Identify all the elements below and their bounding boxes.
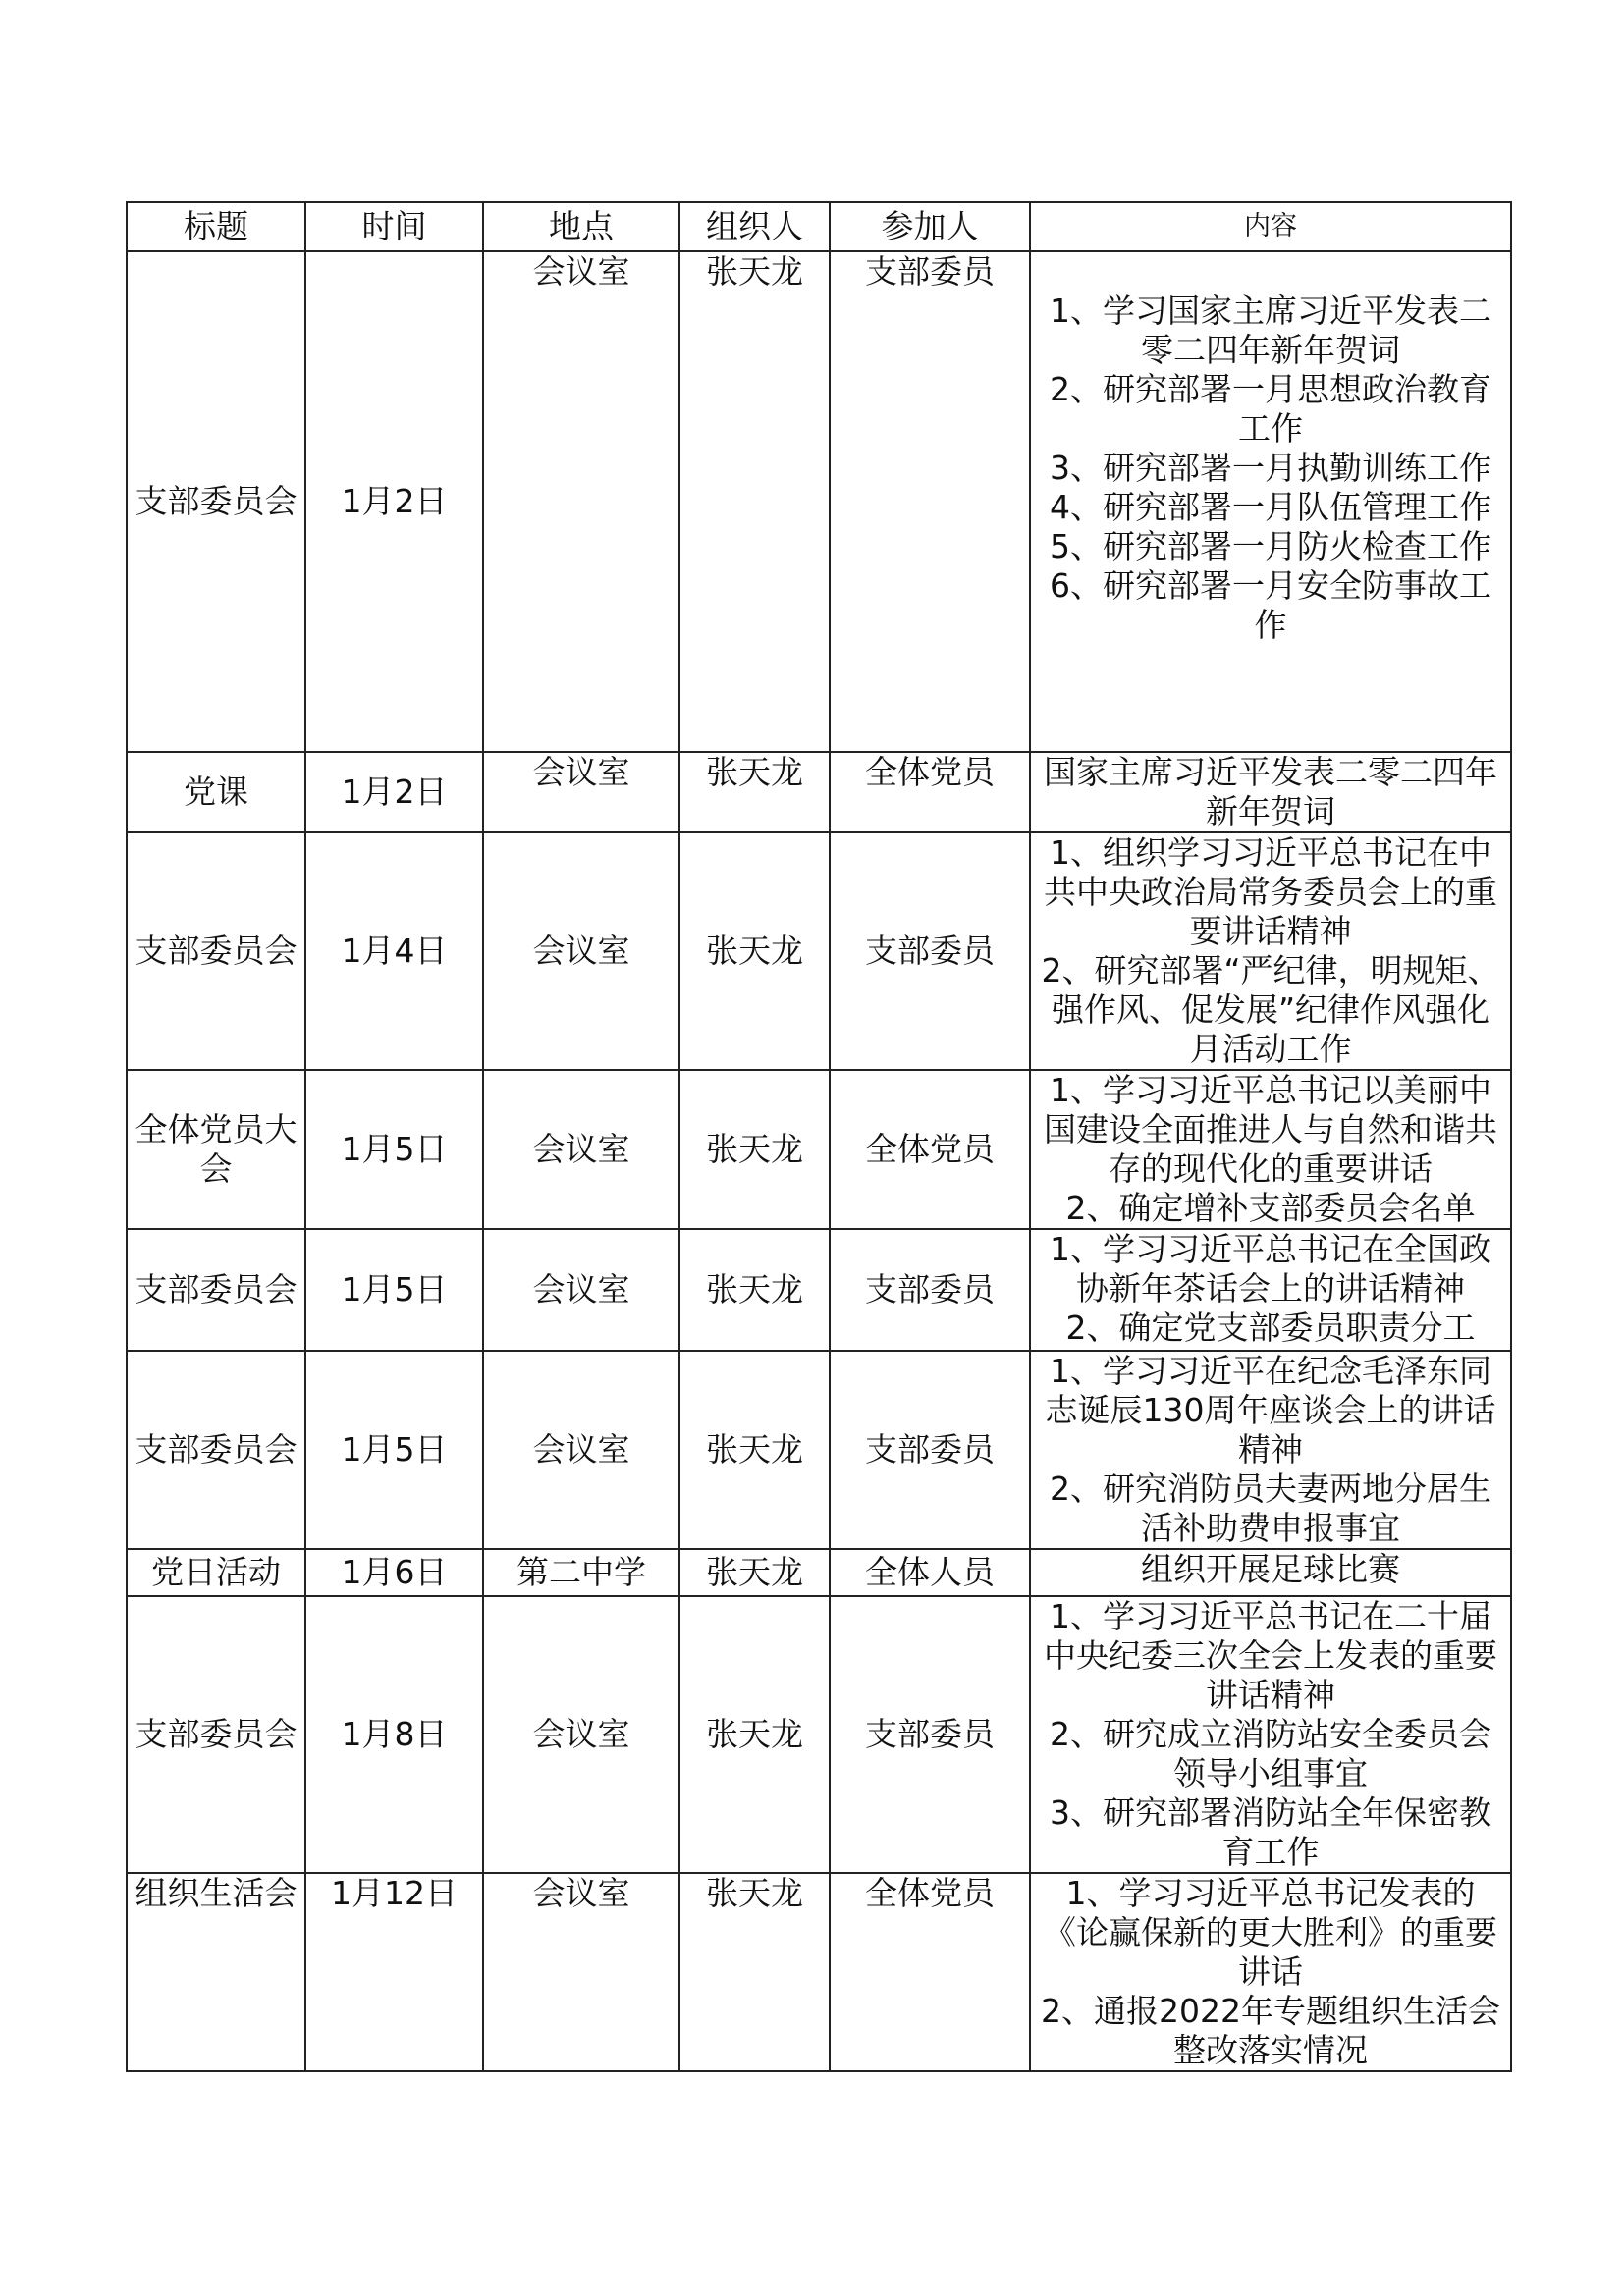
content-item: 3、研究部署一月执勤训练工作 <box>1050 449 1491 487</box>
cell-organizer: 张天龙 <box>679 1229 830 1351</box>
cell-organizer: 张天龙 <box>679 251 830 752</box>
cell-time: 1月8日 <box>305 1596 483 1873</box>
cell-participants: 全体党员 <box>830 752 1030 832</box>
content-item: 3、研究部署消防站全年保密教育工作 <box>1050 1793 1491 1871</box>
cell-organizer: 张天龙 <box>679 1351 830 1549</box>
content-item: 6、研究部署一月安全防事故工作 <box>1050 566 1491 644</box>
cell-place: 会议室 <box>483 1229 679 1351</box>
cell-title: 全体党员大会 <box>127 1070 305 1229</box>
cell-title: 支部委员会 <box>127 1351 305 1549</box>
content-item: 2、研究成立消防站安全委员会领导小组事宜 <box>1050 1715 1491 1792</box>
content-item: 1、学习国家主席习近平发表二零二四年新年贺词 <box>1050 292 1491 369</box>
cell-participants: 支部委员 <box>830 1596 1030 1873</box>
header-participants: 参加人 <box>830 202 1030 251</box>
table-row <box>127 1596 1511 1873</box>
content-item: 1、学习习近平总书记在全国政协新年茶话会上的讲话精神 <box>1050 1230 1491 1308</box>
cell-place: 会议室 <box>483 752 679 832</box>
cell-title: 支部委员会 <box>127 1596 305 1873</box>
cell-participants: 支部委员 <box>830 1229 1030 1351</box>
cell-place: 第二中学 <box>483 1549 679 1596</box>
content-item: 2、研究部署一月思想政治教育工作 <box>1050 370 1491 448</box>
schedule-table <box>126 201 1512 2072</box>
cell-organizer: 张天龙 <box>679 1549 830 1596</box>
table-row <box>127 1229 1511 1351</box>
cell-title: 支部委员会 <box>127 832 305 1070</box>
cell-place: 会议室 <box>483 251 679 752</box>
cell-content <box>1030 251 1511 752</box>
table-row <box>127 1351 1511 1549</box>
content-item: 1、组织学习习近平总书记在中共中央政治局常务委员会上的重要讲话精神 <box>1044 833 1497 950</box>
cell-content <box>1030 1351 1511 1549</box>
cell-time: 1月5日 <box>305 1229 483 1351</box>
cell-organizer: 张天龙 <box>679 752 830 832</box>
table-row <box>127 1070 1511 1229</box>
cell-participants: 全体人员 <box>830 1549 1030 1596</box>
cell-participants: 支部委员 <box>830 832 1030 1070</box>
content-item: 国家主席习近平发表二零二四年新年贺词 <box>1044 753 1497 830</box>
content-item: 2、确定增补支部委员会名单 <box>1065 1189 1476 1227</box>
table-row <box>127 752 1511 832</box>
table-row <box>127 1873 1511 2071</box>
cell-title: 支部委员会 <box>127 1229 305 1351</box>
content-item: 5、研究部署一月防火检查工作 <box>1050 527 1491 565</box>
cell-time: 1月2日 <box>305 752 483 832</box>
cell-content <box>1030 752 1511 832</box>
cell-content <box>1030 1229 1511 1351</box>
content-item: 1、学习习近平总书记发表的《论赢保新的更大胜利》的重要讲话 <box>1044 1874 1497 1991</box>
cell-time: 1月2日 <box>305 251 483 752</box>
cell-content <box>1030 1070 1511 1229</box>
cell-organizer: 张天龙 <box>679 1596 830 1873</box>
table-row <box>127 832 1511 1070</box>
cell-organizer: 张天龙 <box>679 1873 830 2071</box>
content-item: 2、通报2022年专题组织生活会整改落实情况 <box>1041 1992 1500 2069</box>
content-item: 4、研究部署一月队伍管理工作 <box>1050 488 1491 526</box>
cell-participants: 支部委员 <box>830 251 1030 752</box>
content-item: 2、确定党支部委员职责分工 <box>1065 1308 1476 1347</box>
table-row <box>127 251 1511 752</box>
cell-participants: 全体党员 <box>830 1070 1030 1229</box>
cell-participants: 全体党员 <box>830 1873 1030 2071</box>
cell-content <box>1030 1596 1511 1873</box>
cell-title: 组织生活会 <box>127 1873 305 2071</box>
cell-place: 会议室 <box>483 1596 679 1873</box>
header-time: 时间 <box>305 202 483 251</box>
cell-content <box>1030 832 1511 1070</box>
content-item: 组织开展足球比赛 <box>1141 1550 1400 1588</box>
content-item: 1、学习习近平在纪念毛泽东同志诞辰130周年座谈会上的讲话精神 <box>1045 1352 1496 1468</box>
cell-time: 1月5日 <box>305 1070 483 1229</box>
cell-participants: 支部委员 <box>830 1351 1030 1549</box>
cell-organizer: 张天龙 <box>679 1070 830 1229</box>
cell-time: 1月12日 <box>305 1873 483 2071</box>
header-place: 地点 <box>483 202 679 251</box>
cell-content <box>1030 1873 1511 2071</box>
header-row <box>127 202 1511 251</box>
content-item: 2、研究消防员夫妻两地分居生活补助费申报事宜 <box>1050 1469 1491 1547</box>
cell-place: 会议室 <box>483 1070 679 1229</box>
cell-place: 会议室 <box>483 1873 679 2071</box>
cell-title: 党课 <box>127 752 305 832</box>
cell-organizer: 张天龙 <box>679 832 830 1070</box>
cell-place: 会议室 <box>483 1351 679 1549</box>
content-item: 1、学习习近平总书记在二十届中央纪委三次全会上发表的重要讲话精神 <box>1044 1597 1497 1714</box>
cell-content <box>1030 1549 1511 1596</box>
header-content: 内容 <box>1030 202 1511 251</box>
cell-time: 1月6日 <box>305 1549 483 1596</box>
cell-title: 党日活动 <box>127 1549 305 1596</box>
cell-time: 1月4日 <box>305 832 483 1070</box>
cell-title: 支部委员会 <box>127 251 305 752</box>
content-item: 1、学习习近平总书记以美丽中国建设全面推进人与自然和谐共存的现代化的重要讲话 <box>1044 1071 1497 1188</box>
table-row <box>127 1549 1511 1596</box>
content-item: 2、研究部署“严纪律，明规矩、强作风、促发展”纪律作风强化月活动工作 <box>1041 951 1500 1068</box>
cell-time: 1月5日 <box>305 1351 483 1549</box>
cell-place: 会议室 <box>483 832 679 1070</box>
header-title: 标题 <box>127 202 305 251</box>
header-organizer: 组织人 <box>679 202 830 251</box>
